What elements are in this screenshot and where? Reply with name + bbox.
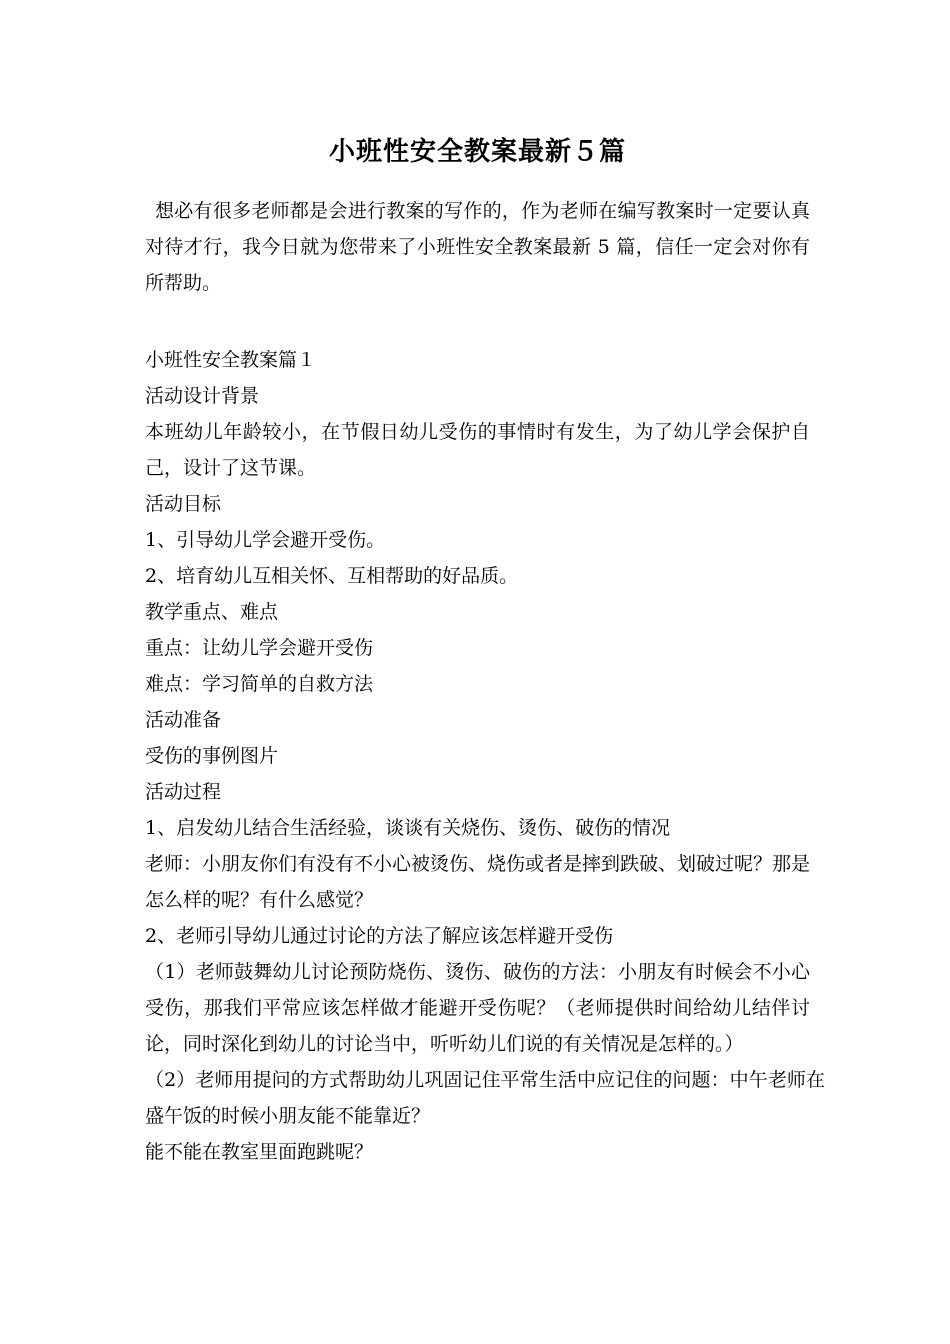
process-substep: （1）老师鼓舞幼儿讨论预防烧伤、烫伤、破伤的方法：小朋友有时候会不小心受伤，那我们平常应该怎样做才能避开受伤呢？（老师提供时间给幼儿结伴讨论，同时深化到幼儿的讨论当中，听听幼儿们说的有关情况是怎样的。） xyxy=(145,961,810,1055)
section-heading: 小班性安全教案篇１ xyxy=(145,349,317,371)
subheading-goals: 活动目标 xyxy=(145,493,222,515)
key-point: 重点：让幼儿学会避开受伤 xyxy=(145,637,374,659)
goal-item: 1、引导幼儿学会避开受伤。 xyxy=(145,529,386,551)
process-question: 能不能在教室里面跑跳呢？ xyxy=(145,1141,374,1163)
document-body xyxy=(145,342,825,1170)
subheading-background: 活动设计背景 xyxy=(145,385,260,407)
process-substep: （2）老师用提问的方式帮助幼儿巩固记住平常生活中应记住的问题：中午老师在盛午饭的时候小朋友能不能靠近？ xyxy=(145,1069,825,1127)
preparation-item: 受伤的事例图片 xyxy=(145,745,279,767)
subheading-process: 活动过程 xyxy=(145,781,222,803)
teacher-question: 老师：小朋友你们有没有不小心被烫伤、烧伤或者是摔到跌破、划破过呢？那是怎么样的呢？有什么感觉？ xyxy=(145,853,811,911)
goal-item: 2、培育幼儿互相关怀、互相帮助的好品质。 xyxy=(145,565,519,587)
process-step: 1、启发幼儿结合生活经验，谈谈有关烧伤、烫伤、破伤的情况 xyxy=(145,817,671,839)
subheading-preparation: 活动准备 xyxy=(145,709,222,731)
document-title: 小班性安全教案最新５篇 xyxy=(328,137,626,167)
subheading-key-points: 教学重点、难点 xyxy=(145,601,279,623)
intro-paragraph: 想必有很多老师都是会进行教案的写作的，作为老师在编写教案时一定要认真对待才行，我今日就为您带来了小班性安全教案最新 5 篇，信任一定会对你有所帮助。 xyxy=(145,200,810,294)
process-step: 2、老师引导幼儿通过讨论的方法了解应该怎样避开受伤 xyxy=(145,925,614,947)
difficult-point: 难点：学习简单的自救方法 xyxy=(145,673,374,695)
background-paragraph: 本班幼儿年龄较小，在节假日幼儿受伤的事情时有发生，为了幼儿学会保护自己，设计了这节课。 xyxy=(145,421,810,479)
